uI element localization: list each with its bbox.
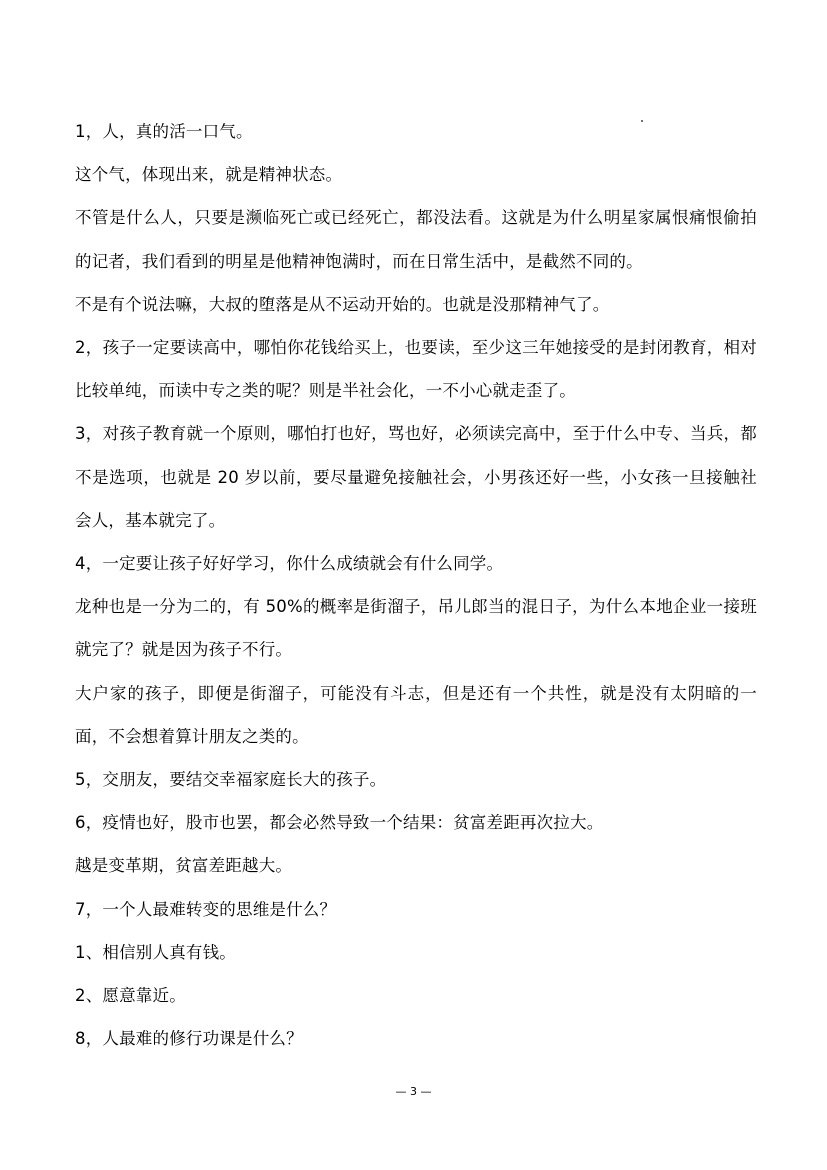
page-number: — 3 — [395,1085,432,1098]
paragraph-7: 4，一定要让孩子好好学习，你什么成绩就会有什么同学。 [75,554,504,574]
paragraph-4: 不是有个说法嘛，大叔的堕落是从不运动开始的。也就是没那精神气了。 [75,294,610,314]
paragraph-14: 1、相信别人真有钱。 [75,942,236,962]
paragraph-1: 1，人，真的活一口气。 [75,122,253,141]
paragraph-6: 3，对孩子教育就一个原则，哪怕打也好，骂也好，必须读完高中，至于什么中专、当兵，都不是选项，也就是 20 岁以前，要尽量避免接触社会，小男孩还好一些，小女孩一旦接触社会人，基本就完了。 [75,424,757,530]
paragraph-13: 7，一个人最难转变的思维是什么？ [75,899,337,919]
paragraph-8: 龙种也是一分为二的，有 50%的概率是街溜子，吊儿郎当的混日子，为什么本地企业一接班就完了？就是因为孩子不行。 [75,597,757,660]
paragraph-12: 越是变革期，贫富差距越大。 [75,856,293,876]
paragraph-9: 大户家的孩子，即便是街溜子，可能没有斗志，但是还有一个共性，就是没有太阴暗的一面，不会想着算计朋友之类的。 [75,683,757,746]
document-body [75,110,757,1060]
paragraph-11: 6，疫情也好，股市也罢，都会必然导致一个结果：贫富差距再次拉大。 [75,813,604,833]
paragraph-15: 2、愿意靠近。 [75,986,186,1006]
paragraph-2: 这个气，体现出来，就是精神状态。 [75,165,343,185]
paragraph-3: 不管是什么人，只要是濒临死亡或已经死亡，都没法看。这就是为什么明星家属恨痛恨偷拍的记者，我们看到的明星是他精神饱满时，而在日常生活中，是截然不同的。 [75,208,757,271]
paragraph-5: 2，孩子一定要读高中，哪怕你花钱给买上，也要读，至少这三年她接受的是封闭教育，相对比较单纯，而读中专之类的呢？则是半社会化，一不小心就走歪了。 [75,338,757,401]
paragraph-10: 5，交朋友，要结交幸福家庭长大的孩子。 [75,770,387,790]
paragraph-16: 8，人最难的修行功课是什么？ [75,1029,303,1049]
